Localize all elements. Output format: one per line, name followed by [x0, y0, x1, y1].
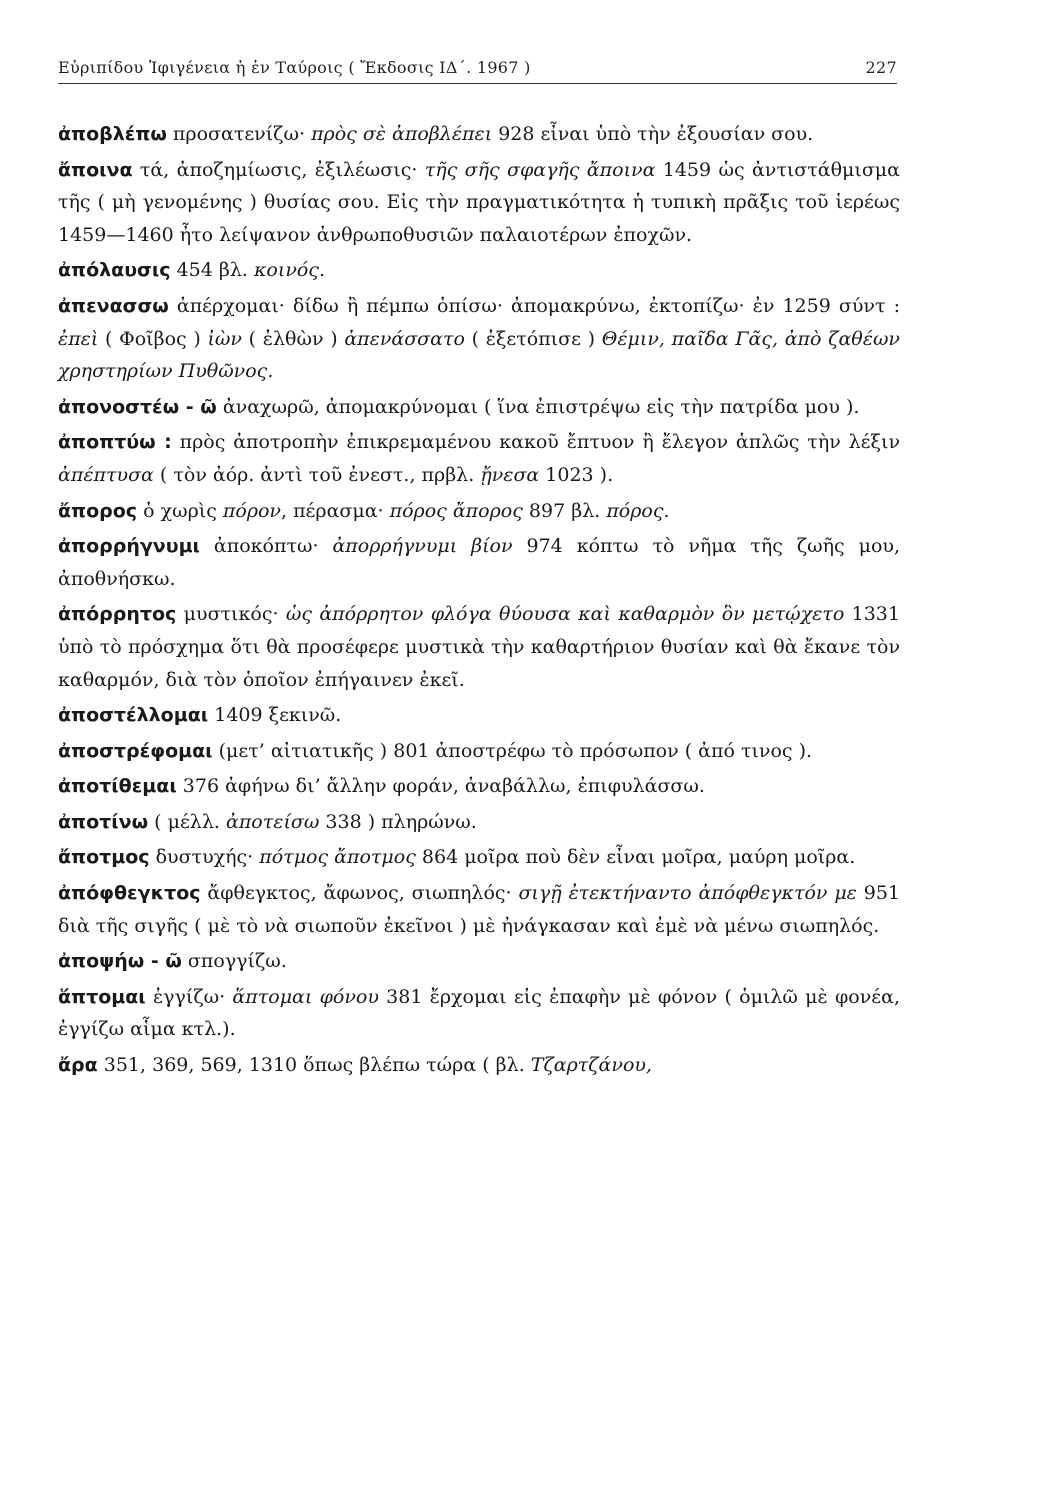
glossary-entry [58, 877, 900, 942]
entry-headword: ἄπορος [58, 499, 138, 522]
entry-citation: ἐπεὶ [58, 327, 99, 350]
entry-headword: ἀποτίθεμαι [58, 775, 177, 798]
glossary-entry [58, 254, 900, 287]
entry-citation: πρὸς σὲ ἀποβλέπει [311, 123, 493, 145]
entry-definition: ἀναχωρῶ, ἀπομακρύνομαι ( ἵνα ἐπιστρέψω εἰς τὴν πατρίδα μου ). [216, 395, 860, 418]
entry-definition: ( ἐλθὼν ) [241, 327, 345, 350]
entry-definition: ( μέλλ. [148, 810, 226, 833]
glossary-entry [58, 770, 900, 803]
entry-definition: 376 ἀφήνω δι’ ἄλλην φοράν, ἀναβάλλω, ἐπιφυλάσσω. [176, 775, 705, 798]
glossary-entry [58, 154, 900, 252]
entry-headword: ἀποτίνω [58, 810, 149, 833]
entry-citation: κοινός. [253, 259, 325, 282]
entry-definition: ( ἐξετόπισε ) [464, 327, 602, 350]
glossary-entry [58, 945, 900, 978]
entry-definition: τά, ἀποζημίωσις, ἐξιλέωσις· [132, 158, 425, 181]
entry-definition: ὁ χωρὶς [137, 499, 223, 522]
entry-citation: πόρον [222, 499, 281, 522]
entry-citation: σιγῇ ἐτεκτήναντο ἀπόφθεγκτόν με [518, 882, 857, 905]
entry-definition: 1409 ξεκινῶ. [208, 704, 342, 727]
entry-headword: ἅπτομαι [58, 985, 146, 1008]
entry-definition: 974 κόπτω τὸ νῆμα τῆς ζωῆς μου, ἀποθνήσκω. [58, 535, 901, 590]
entry-headword: ἄποτμος [58, 846, 150, 869]
glossary-entry [58, 391, 900, 424]
entry-headword: ἀποπτύω : [58, 431, 172, 454]
entry-citation: ἀπέπτυσα [58, 463, 154, 486]
entry-definition: προσατενίζω· [166, 123, 312, 145]
entry-citation: Θέμιν, παῖδα Γᾶς, ἀπὸ ζαθέων χρηστηρίων Πυθῶνος. [58, 327, 900, 383]
glossary-entry [58, 495, 900, 528]
entry-citation: ἀπορρήγνυμι βίον [332, 535, 513, 558]
entry-citation: ἀποτείσω [225, 810, 320, 833]
entry-definition: ἄφθεγκτος, ἄφωνος, σιωπηλός· [200, 882, 519, 905]
entry-definition: ( Φοῖβος ) [98, 327, 208, 350]
entry-citation: πότμος ἄποτμος [259, 846, 416, 869]
entry-headword: ἀπενασσω [58, 294, 169, 317]
entry-citation: ἰὼν [207, 327, 242, 350]
entry-definition: πρὸς ἀποτροπὴν ἐπικρεμαμένου κακοῦ ἔπτυον ἢ ἔλεγον ἁπλῶς τὴν λέξιν [171, 431, 900, 454]
entry-definition: 1331 ὑπὸ τὸ πρόσχημα ὅτι θὰ προσέφερε μυστικὰ τὴν καθαρτήριον θυσίαν καὶ θὰ ἔκανε τὸν καθαρμόν, διὰ τὸν ὁποῖον ἐπήγαινεν ἐκεῖ. [58, 603, 900, 691]
entry-definition: 1459 ὡς ἀντιστάθμισμα τῆς ( μὴ γενομένης ) θυσίας σου. Εἰς τὴν πραγματικότητα ἡ τυπικὴ πρᾶξις τοῦ ἱερέως 1459—1460 ἦτο λείψανον ἀνθρωποθυσιῶν παλαιοτέρων ἐποχῶν. [58, 158, 900, 246]
entry-definition: 351, 369, 569, 1310 ὅπως βλέπω τώρα ( βλ. [97, 1054, 531, 1077]
entry-citation: ὡς ἀπόρρητον φλόγα θύουσα καὶ καθαρμὸν ὃν μετῴχετο [285, 603, 845, 626]
entry-headword: ἀπόρρητος [58, 603, 177, 626]
entry-definition: 1023 ). [539, 463, 614, 486]
entry-definition: ( τὸν ἀόρ. ἀντὶ τοῦ ἐνεστ., πρβλ. [153, 463, 481, 486]
entry-headword: ἀποβλέπω [58, 123, 167, 145]
entry-headword: ἀπόλαυσις [58, 259, 171, 282]
entry-definition: μυστικός· [176, 603, 286, 626]
entry-citation: ᾔνεσα [480, 463, 540, 486]
entry-headword: ἄρα [58, 1054, 98, 1077]
entry-definition: , πέρασμα· [280, 499, 390, 522]
glossary-entry [58, 841, 900, 874]
glossary-entry [58, 981, 900, 1046]
entry-definition: 951 διὰ τῆς σιγῆς ( μὲ τὸ νὰ σιωποῦν ἐκεῖνοι ) μὲ ἠνάγκασαν καὶ ἐμὲ νὰ μένω σιωπηλός. [58, 882, 900, 937]
glossary-entry [58, 699, 900, 732]
glossary-entry [58, 118, 900, 151]
glossary-entry [58, 598, 900, 696]
entry-headword: ἀπονοστέω - ῶ [58, 395, 217, 418]
glossary-entry [58, 530, 900, 595]
entry-citation: πόρος ἄπορος [389, 499, 523, 522]
glossary-body [58, 118, 900, 1082]
running-header [58, 58, 897, 84]
glossary-entry [58, 426, 900, 491]
entry-definition: ἐγγίζω· [145, 985, 233, 1008]
glossary-entry [58, 806, 900, 839]
page-number: 227 [865, 58, 897, 77]
entry-definition: ἀπέρχομαι· δίδω ἢ πέμπω ὀπίσω· ἀπομακρύνω, ἐκτοπίζω· ἐν 1259 σύντ : [168, 294, 900, 317]
entry-definition: δυστυχής· [149, 846, 260, 869]
entry-headword: ἀποστέλλομαι [58, 704, 209, 727]
entry-citation: Τζαρτζάνου, [530, 1054, 652, 1077]
entry-citation: ἀπενάσσατο [344, 327, 465, 350]
entry-headword: ἀπορρήγνυμι [58, 535, 200, 558]
entry-headword: ἀποστρέφομαι [58, 739, 213, 762]
glossary-entry [58, 735, 900, 768]
running-title: Εὐριπίδου Ἰφιγένεια ἡ ἐν Ταύροις ( Ἔκδοσις ΙΔ΄. 1967 ) [58, 58, 531, 77]
entry-definition: 454 βλ. [170, 259, 254, 282]
entry-definition: ἀποκόπτω· [199, 535, 333, 558]
entry-definition: 864 μοῖρα ποὺ δὲν εἶναι μοῖρα, μαύρη μοῖρα. [415, 846, 856, 869]
entry-headword: ἀπόφθεγκτος [58, 882, 201, 905]
glossary-entry [58, 290, 900, 388]
entry-definition: 928 εἶναι ὑπὸ τὴν ἐξουσίαν σου. [492, 123, 814, 145]
entry-definition: 897 βλ. [522, 499, 607, 522]
entry-headword: ἄποινα [58, 158, 133, 181]
entry-definition: (μετ’ αἰτιατικῆς ) 801 ἀποστρέφω τὸ πρόσωπον ( ἀπό τινος ). [212, 739, 813, 762]
entry-headword: ἀποψήω - ῶ [58, 950, 182, 973]
entry-definition: σπογγίζω. [181, 950, 287, 973]
glossary-entry [58, 1049, 900, 1082]
entry-citation: τῆς σῆς σφαγῆς ἄποινα [424, 158, 656, 181]
entry-citation: ἅπτομαι φόνου [232, 985, 379, 1008]
entry-definition: 338 ) πληρώνω. [319, 810, 477, 833]
entry-definition: 381 ἔρχομαι εἰς ἐπαφὴν μὲ φόνον ( ὁμιλῶ μὲ φονέα, ἐγγίζω αἷμα κτλ.). [58, 985, 900, 1041]
entry-citation: πόρος. [606, 499, 670, 522]
